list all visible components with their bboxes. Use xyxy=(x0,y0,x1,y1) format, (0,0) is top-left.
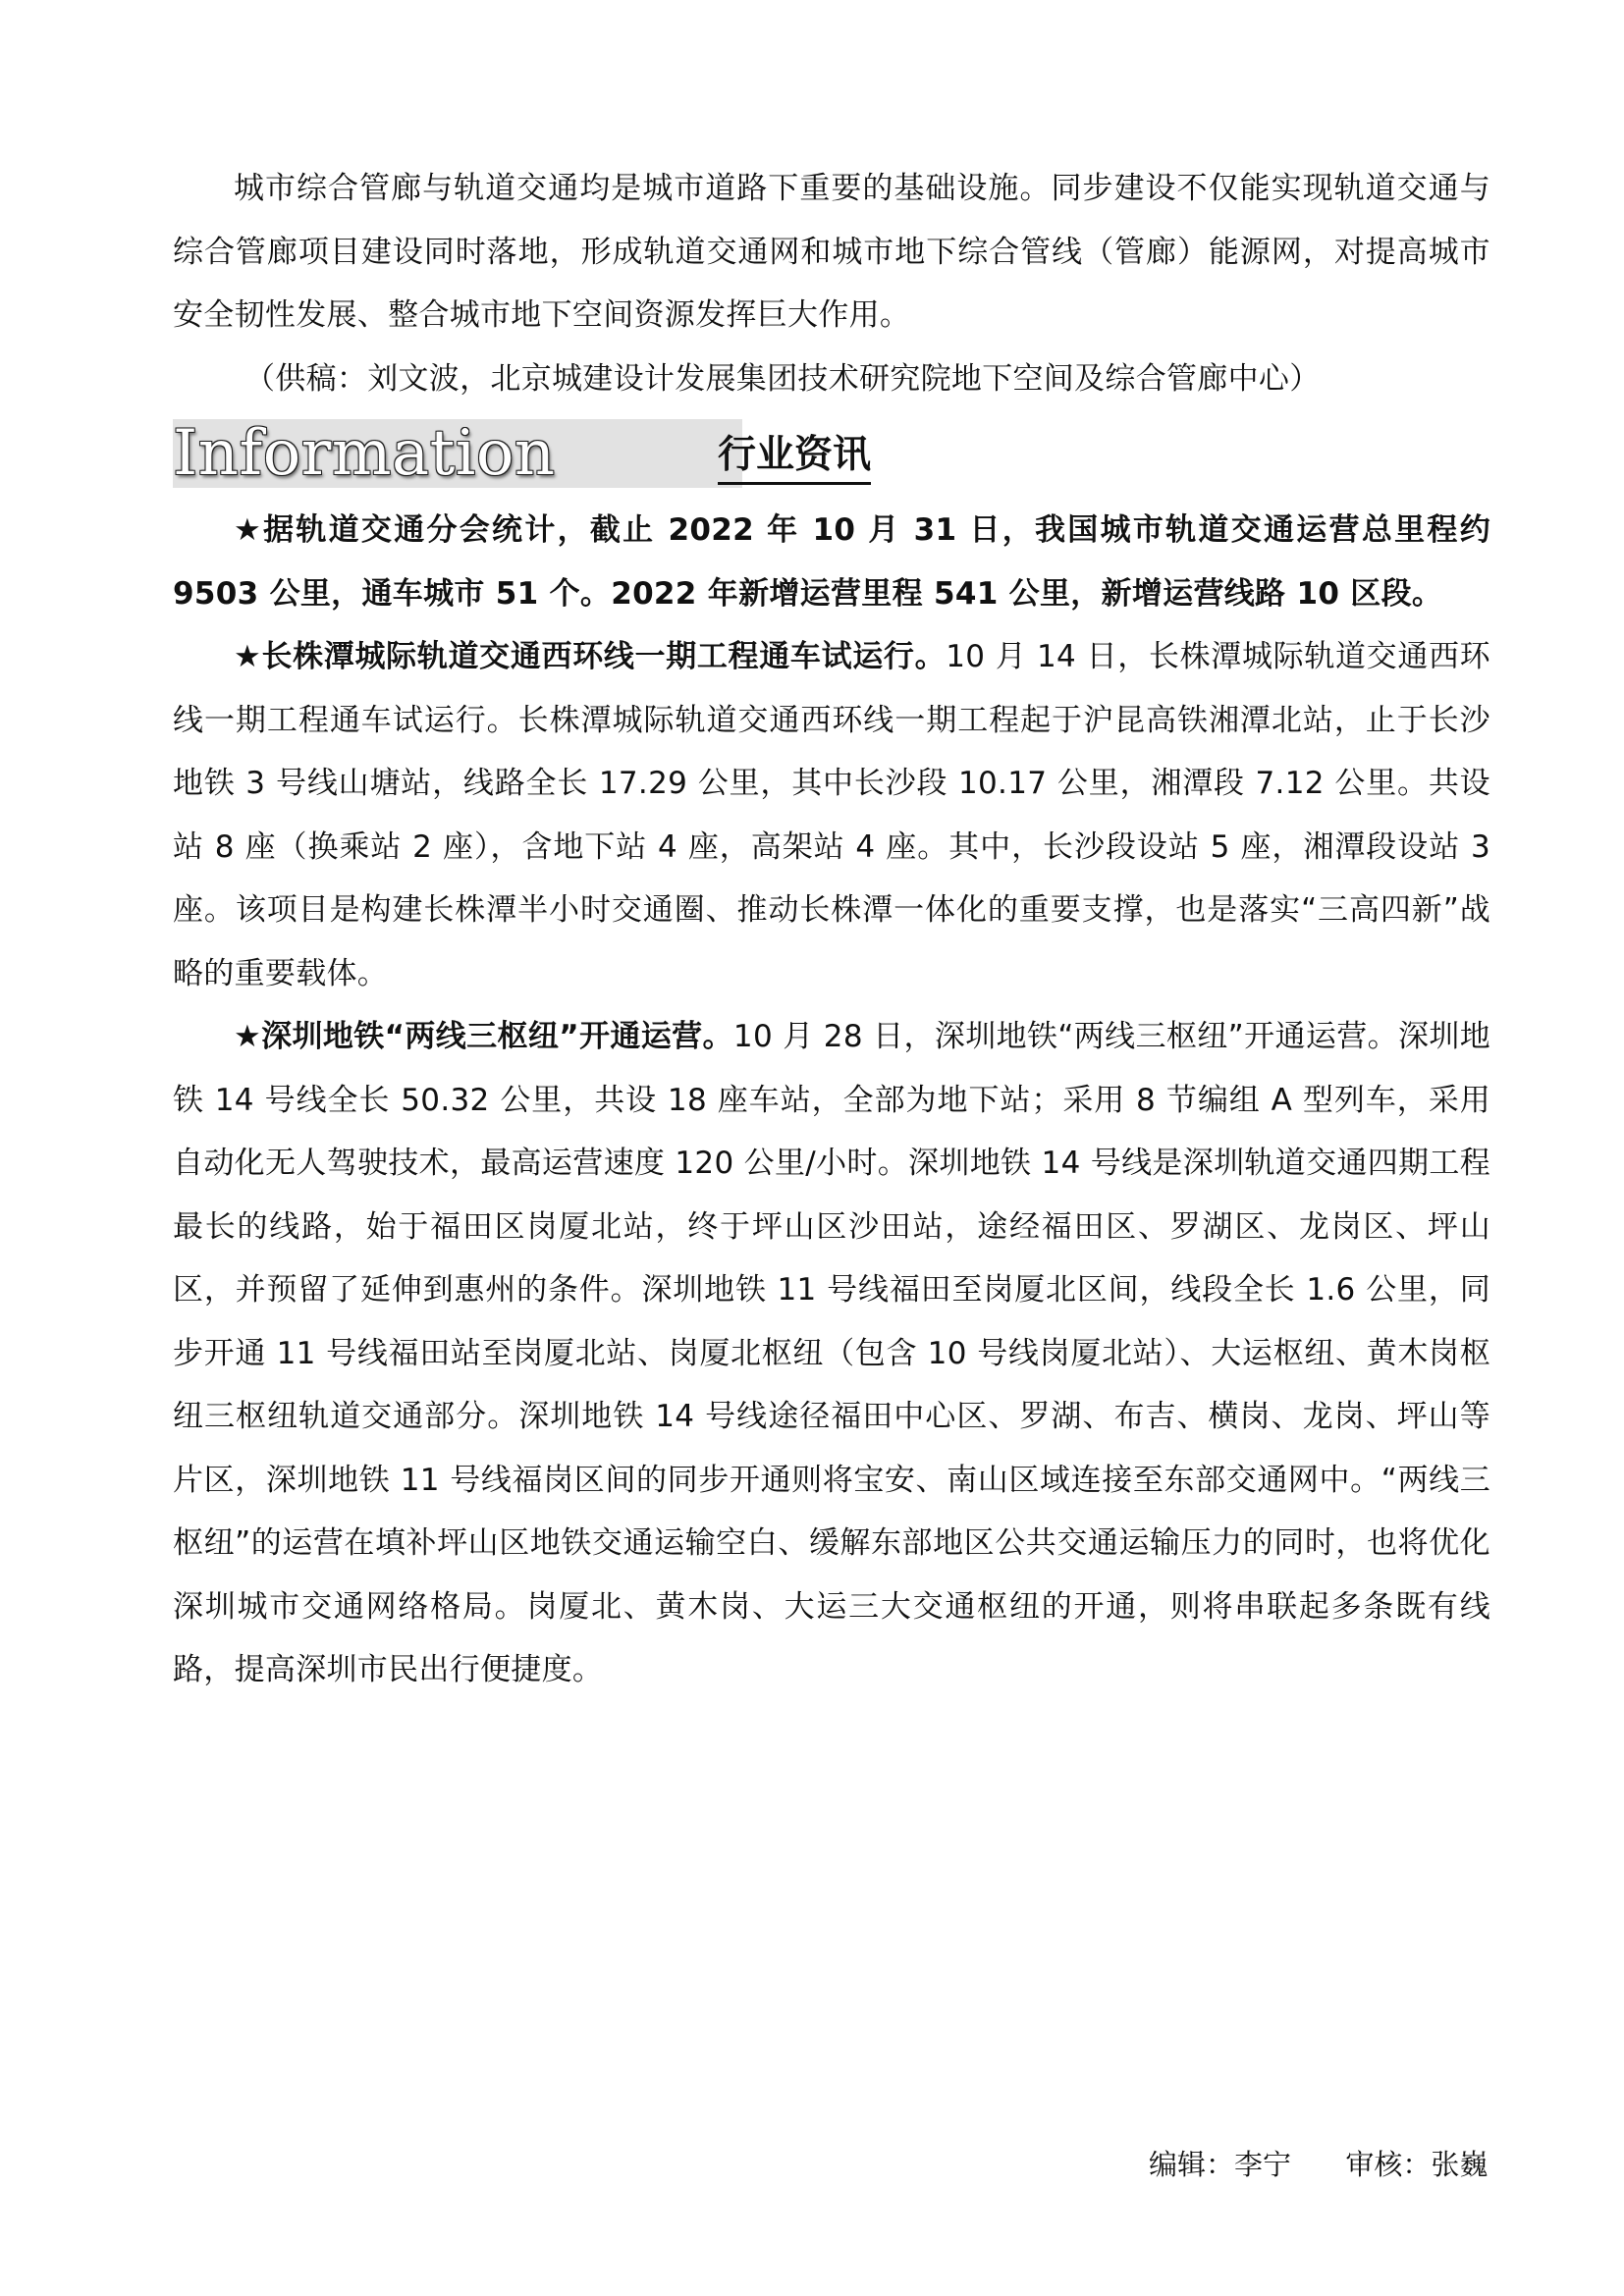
intro-paragraph: 城市综合管廊与轨道交通均是城市道路下重要的基础设施。同步建设不仅能实现轨道交通与综合管廊项目建设同时落地，形成轨道交通网和城市地下综合管线（管廊）能源网，对提高城市安全韧性发展、整合城市地下空间资源发挥巨大作用。 xyxy=(173,171,1490,333)
news-item xyxy=(173,1005,1490,1702)
news-item xyxy=(173,625,1490,1005)
section-header xyxy=(173,419,1490,491)
news-body: 10 月 14 日，长株潭城际轨道交通西环线一期工程通车试运行。长株潭城际轨道交通西环线一期工程起于沪昆高铁湘潭北站，止于长沙地铁 3 号线山塘站，线路全长 17.29 公里，其中长沙段 10.17 公里，湘潭段 7.12 公里。共设站 8 座（换乘站 2 座），含地下站 4 座，高架站 4 座。其中，长沙段设站 5 座，湘潭段设站 3 座。该项目是构建长株潭半小时交通圈、推动长株潭一体化的重要支撑，也是落实“三高四新”战略的重要载体。 xyxy=(173,639,1490,991)
news-list xyxy=(173,499,1490,1702)
footer-editor: 编辑：李宁 xyxy=(1149,2148,1292,2181)
news-headline: ★长株潭城际轨道交通西环线一期工程通车试运行。 xyxy=(234,639,947,674)
news-headline: ★深圳地铁“两线三枢纽”开通运营。 xyxy=(234,1019,733,1054)
news-headline: ★据轨道交通分会统计，截止 2022 年 10 月 31 日，我国城市轨道交通运营总里程约 9503 公里，通车城市 51 个。2022 年新增运营里程 541 公里，新增运营线路 10 区段。 xyxy=(173,512,1490,612)
news-body: 10 月 28 日，深圳地铁“两线三枢纽”开通运营。深圳地铁 14 号线全长 50.32 公里，共设 18 座车站，全部为地下站；采用 8 节编组 A 型列车，采用自动化无人驾驶技术，最高运营速度 120 公里/小时。深圳地铁 14 号线是深圳轨道交通四期工程最长的线路，始于福田区岗厦北站，终于坪山区沙田站，途经福田区、罗湖区、龙岗区、坪山区，并预留了延伸到惠州的条件。深圳地铁 11 号线福田至岗厦北区间，线段全长 1.6 公里，同步开通 11 号线福田站至岗厦北站、岗厦北枢纽（包含 10 号线岗厦北站）、大运枢纽、黄木岗枢纽三枢纽轨道交通部分。深圳地铁 14 号线途径福田中心区、罗湖、布吉、横岗、龙岗、坪山等片区，深圳地铁 11 号线福岗区间的同步开通则将宝安、南山区域连接至东部交通网中。“两线三枢纽”的运营在填补坪山区地铁交通运输空白、缓解东部地区公共交通运输压力的同时，也将优化深圳城市交通网络格局。岗厦北、黄木岗、大运三大交通枢纽的开通，则将串联起多条既有线路，提高深圳市民出行便捷度。 xyxy=(173,1019,1490,1687)
page-footer xyxy=(1149,2143,1488,2183)
intro-credit: （供稿：刘文波，北京城建设计发展集团技术研究院地下空间及综合管廊中心） xyxy=(244,360,1321,397)
section-title: 行业资讯 xyxy=(718,429,871,485)
section-english-title: Information xyxy=(173,417,556,490)
footer-reviewer: 审核：张巍 xyxy=(1345,2148,1489,2181)
page-content xyxy=(173,157,1490,1702)
news-item xyxy=(173,499,1490,625)
